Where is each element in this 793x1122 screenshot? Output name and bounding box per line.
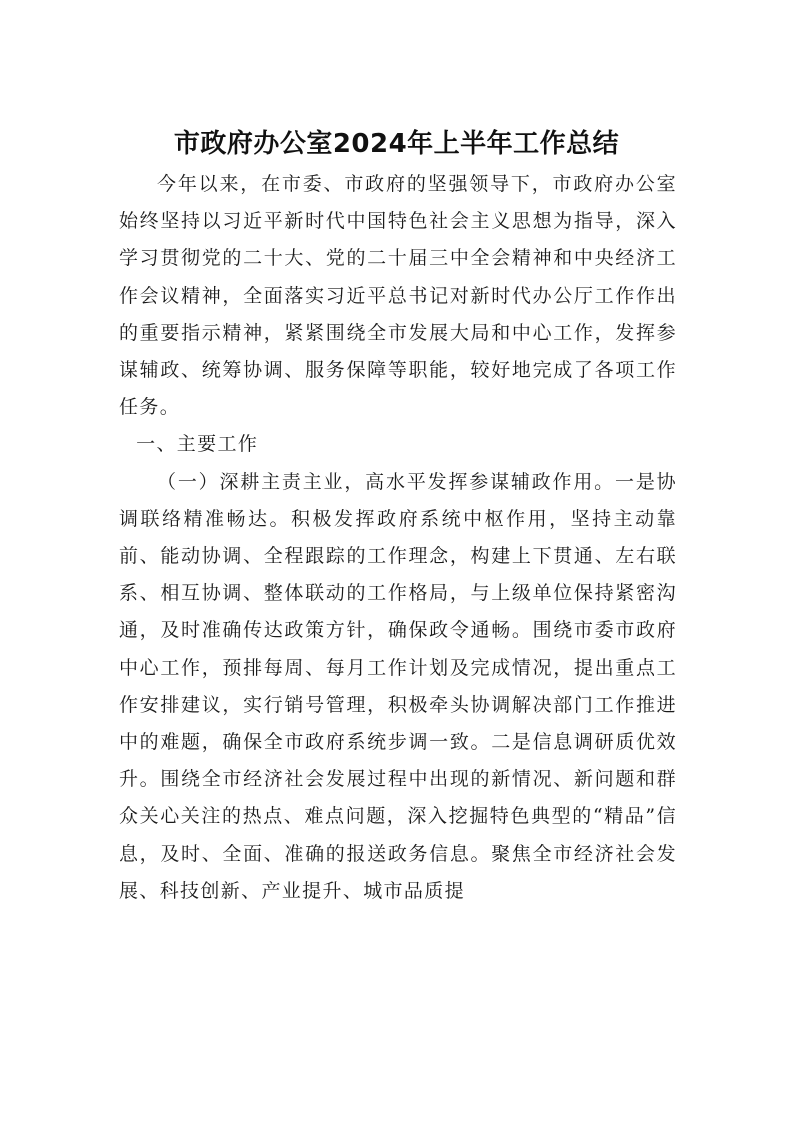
section-heading-main-work: 一、主要工作 (136, 433, 259, 456)
section-paragraph-1: （一）深耕主责主业，高水平发挥参谋辅政作用。一是协调联络精准畅达。积极发挥政府系统中枢作用，坚持主动靠前、能动协调、全程跟踪的工作理念，构建上下贯通、左右联系、相互协调、整体联动的工作格局，与上级单位保持紧密沟通，及时准确传达政策方针，确保政令通畅。围绕市委市政府中心工作，预排每周、每月工作计划及完成情况，提出重点工作安排建议，实行销号管理，积极牵头协调解决部门工作推进中的难题，确保全市政府系统步调一致。二是信息调研质优效升。围绕全市经济社会发展过程中出现的新情况、新问题和群众关心关注的热点、难点问题，深入挖掘特色典型的“精品”信息，及时、全面、准确的报送政务信息。聚焦全市经济社会发展、科技创新、产业提升、城市品质提 (119, 470, 677, 902)
document-body (119, 166, 677, 910)
document-title: 市政府办公室2024年上半年工作总结 (173, 129, 620, 159)
intro-paragraph: 今年以来，在市委、市政府的坚强领导下，市政府办公室始终坚持以习近平新时代中国特色社会主义思想为指导，深入学习贯彻党的二十大、党的二十届三中全会精神和中央经济工作会议精神，全面落实习近平总书记对新时代办公厅工作作出的重要指示精神，紧紧围绕全市发展大局和中心工作，发挥参谋辅政、统筹协调、服务保障等职能，较好地完成了各项工作任务。 (119, 173, 677, 419)
